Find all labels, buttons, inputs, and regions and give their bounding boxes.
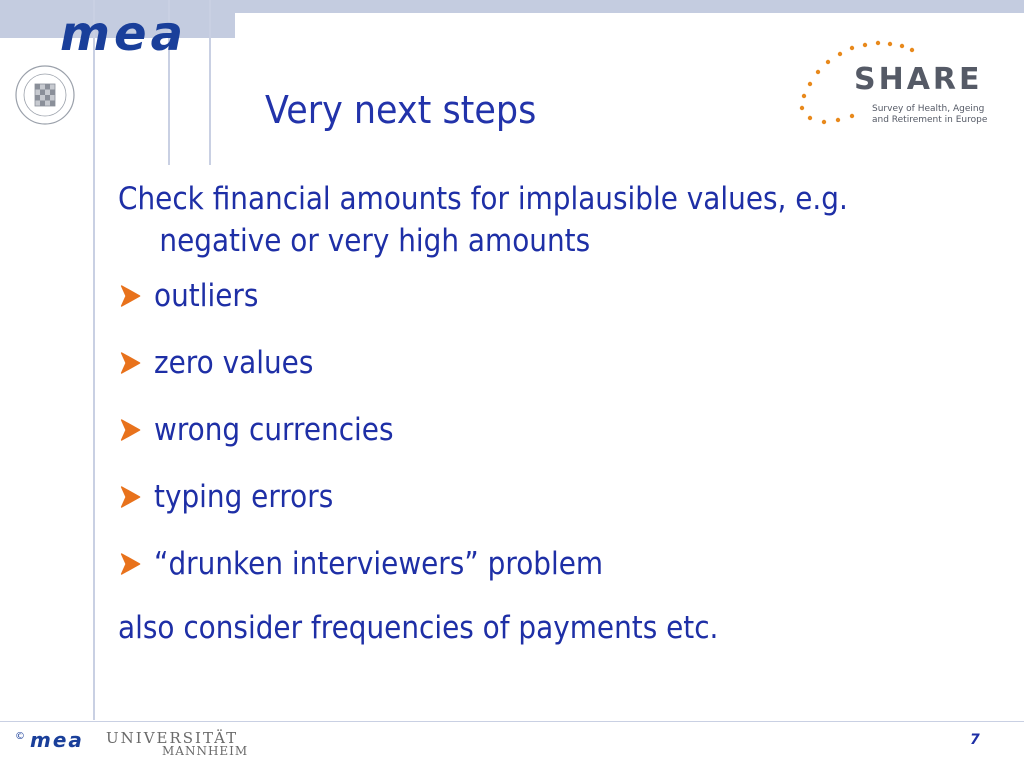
bullet-text: “drunken interviewers” problem — [154, 545, 604, 582]
decorative-line — [93, 0, 95, 720]
university-seal-icon — [14, 64, 76, 126]
arrow-bullet-icon — [118, 483, 143, 511]
bullet-text: outliers — [154, 277, 259, 314]
list-item — [118, 396, 910, 463]
bullet-text: wrong currencies — [154, 411, 394, 448]
mea-logo: mea — [60, 6, 187, 62]
share-subtitle — [872, 104, 987, 126]
bullet-text: zero values — [154, 344, 314, 381]
arrow-bullet-icon — [118, 282, 143, 310]
share-logo — [790, 38, 1005, 138]
page-title: Very next steps — [265, 88, 537, 132]
slide-body — [118, 178, 910, 649]
list-item — [118, 530, 910, 597]
page-number: 7 — [970, 732, 980, 748]
list-item — [118, 463, 910, 530]
bullet-text: typing errors — [154, 478, 334, 515]
decorative-line — [209, 0, 211, 165]
share-wordmark: SHARE — [854, 62, 983, 97]
intro-paragraph: Check financial amounts for implausible values, e.g. negative or very high amounts — [118, 181, 848, 259]
arrow-bullet-icon — [118, 416, 143, 444]
arrow-bullet-icon — [118, 349, 143, 377]
bullet-list — [118, 262, 910, 597]
share-subtitle-line1: Survey of Health, Ageing — [872, 104, 985, 114]
closing-paragraph: also consider frequencies of payments etc. — [118, 610, 719, 646]
footer-mea-logo: mea — [30, 728, 84, 752]
university-name-line1: UNIVERSITÄT — [106, 729, 239, 747]
share-subtitle-line2: and Retirement in Europe — [872, 115, 988, 125]
arrow-bullet-icon — [118, 550, 143, 578]
list-item — [118, 329, 910, 396]
copyright-symbol: © — [15, 731, 25, 742]
list-item — [118, 262, 910, 329]
footer-divider — [0, 721, 1024, 722]
university-name-line2: MANNHEIM — [162, 744, 249, 758]
